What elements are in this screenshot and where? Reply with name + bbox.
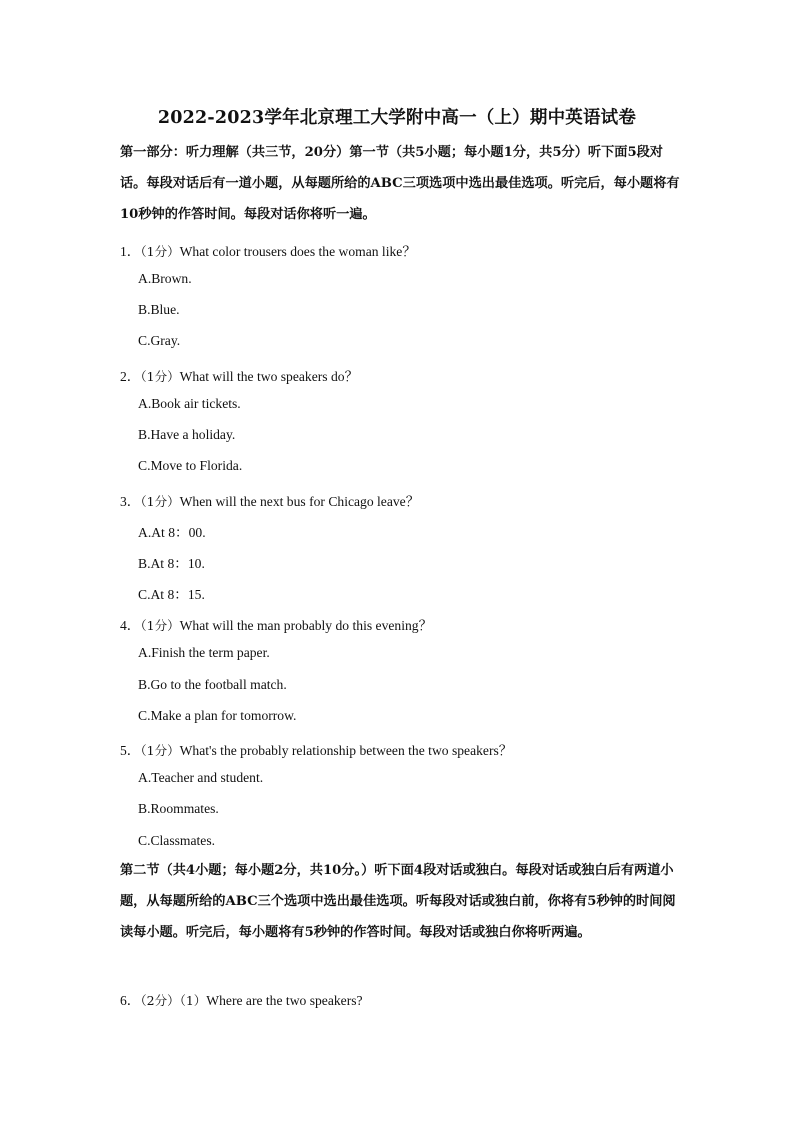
question-points: （1分） <box>140 743 180 758</box>
question-number: 6． <box>120 993 141 1008</box>
page-title: 2022-2023学年北京理工大学附中高一（上）期中英语试卷 <box>157 108 637 128</box>
question-points: （1分） <box>140 244 180 259</box>
question-text: What will the man probably do this evening？ <box>179 618 433 633</box>
option-5a: A.Teacher and student. <box>138 770 264 785</box>
section2-instructions: 第二节（共4小题；每小题2分，共10分。）听下面4段对话或独白。每段对话或独白后有两道小题，从每题所给的ABC三个选项中选出最佳选项。听每段对话或独白前，你将有5秒钟的时间阅读每小题。听完后，每小题将有5秒钟的作答时间。每段对话或独白你将听两遍。 <box>120 863 676 940</box>
question-number: 1． <box>120 244 141 259</box>
option-1b: B.Blue. <box>138 302 180 317</box>
question-text: What will the two speakers do？ <box>179 369 359 384</box>
question-number: 2． <box>120 369 141 384</box>
option-1a: A.Brown. <box>138 271 192 286</box>
question-2 <box>120 365 358 385</box>
option-5c: C.Classmates. <box>138 833 216 848</box>
option-3a: A.At 8：00. <box>138 525 206 540</box>
question-6 <box>120 989 363 1009</box>
question-number: 3． <box>120 494 141 509</box>
option-4c: C.Make a plan for tomorrow. <box>138 708 297 723</box>
question-points: （2分） <box>140 993 180 1008</box>
question-points: （1分） <box>140 618 180 633</box>
question-points: （1分） <box>140 369 180 384</box>
question-number: 5． <box>120 743 141 758</box>
question-text: What color trousers does the woman like？ <box>179 244 416 259</box>
option-2c: C.Move to Florida. <box>138 458 243 473</box>
option-3c: C.At 8：15. <box>138 587 205 602</box>
option-4b: B.Go to the football match. <box>138 677 287 692</box>
question-4 <box>120 614 432 634</box>
question-points: （1分） <box>140 494 180 509</box>
sub-question-number: （1） <box>179 993 207 1008</box>
question-text: Where are the two speakers? <box>206 993 363 1008</box>
question-3 <box>120 490 419 510</box>
option-2a: A.Book air tickets. <box>138 396 241 411</box>
option-2b: B.Have a holiday. <box>138 427 236 442</box>
option-4a: A.Finish the term paper. <box>138 645 270 660</box>
question-1 <box>120 240 416 260</box>
option-5b: B.Roommates. <box>138 801 219 816</box>
question-number: 4． <box>120 618 141 633</box>
option-1c: C.Gray. <box>138 333 181 348</box>
question-text: What's the probably relationship between the two speakers？ <box>179 743 513 758</box>
question-5 <box>120 739 512 759</box>
part1-instructions: 第一部分：听力理解（共三节，20分）第一节（共5小题；每小题1分，共5分）听下面5段对话。每段对话后有一道小题，从每题所给的ABC三项选项中选出最佳选项。听完后，每小题将有10秒钟的作答时间。每段对话你将听一遍。 <box>120 145 680 222</box>
option-3b: B.At 8：10. <box>138 556 205 571</box>
question-text: When will the next bus for Chicago leave？ <box>179 494 420 509</box>
